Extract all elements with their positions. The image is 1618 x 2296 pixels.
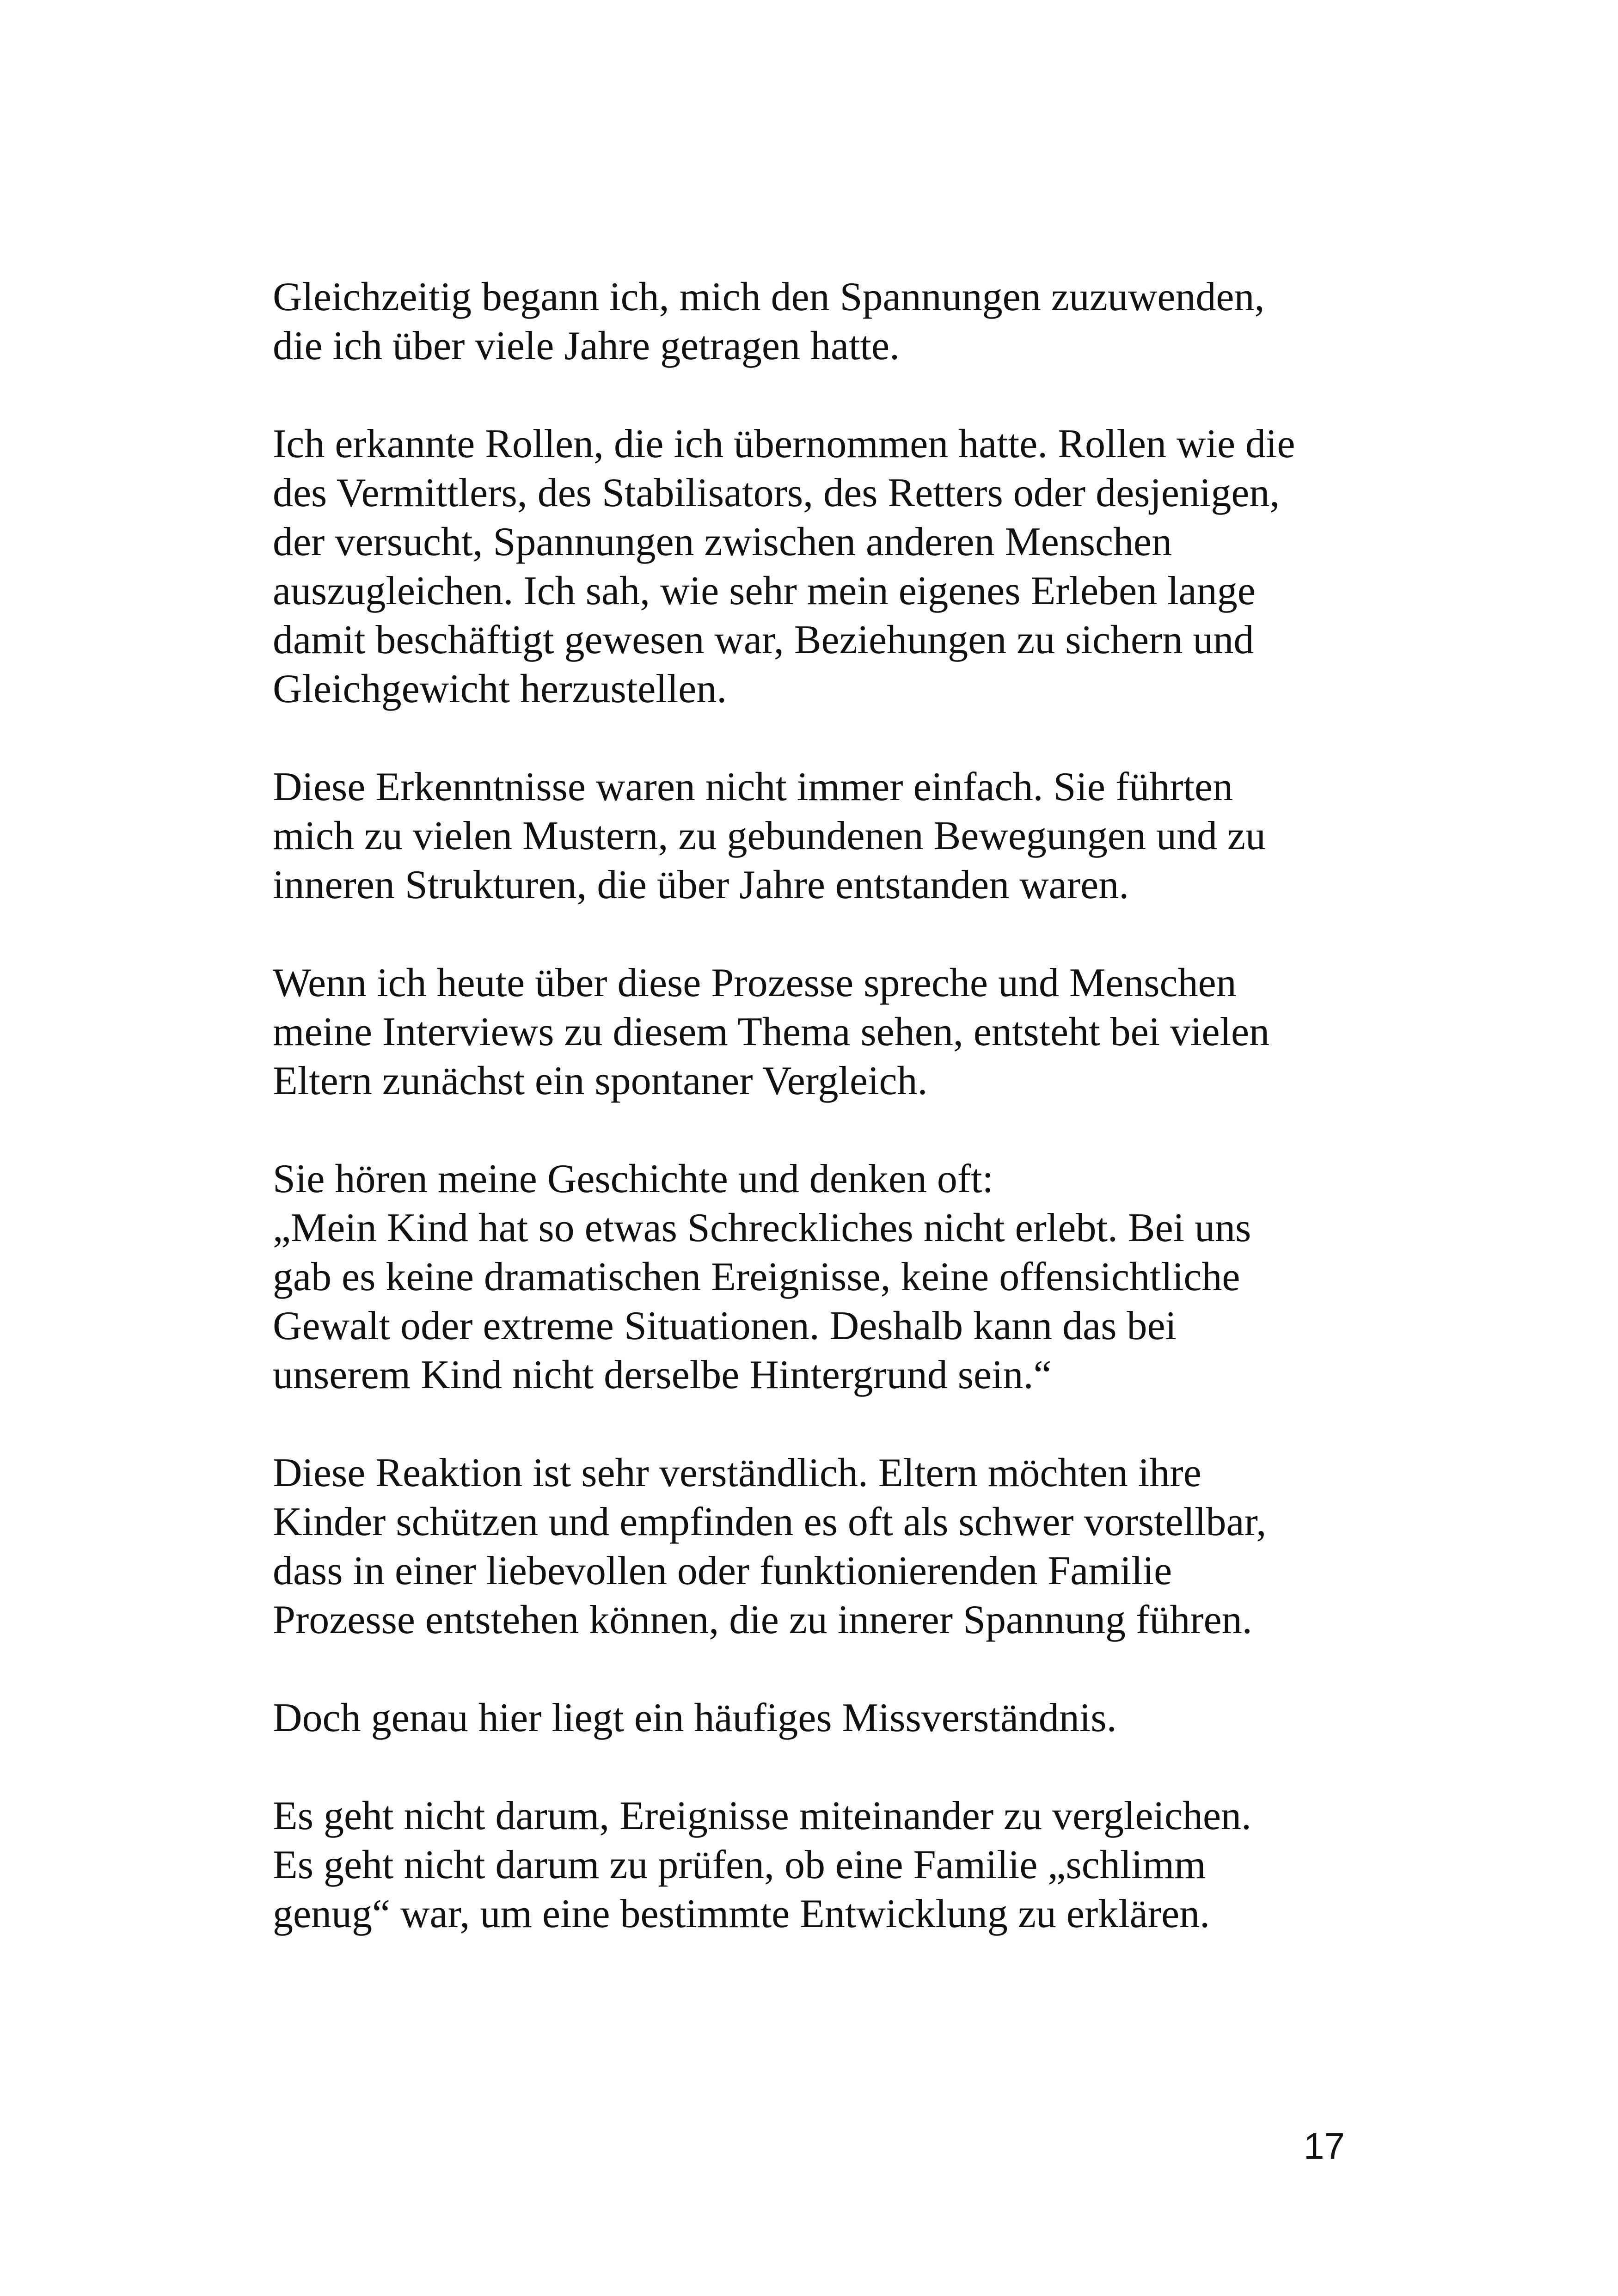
- text-line: meine Interviews zu diesem Thema sehen, entsteht bei vielen: [273, 1010, 1270, 1054]
- text-line: die ich über viele Jahre getragen hatte.: [273, 324, 900, 368]
- text-line: damit beschäftigt gewesen war, Beziehungen zu sichern und: [273, 618, 1254, 662]
- paragraph-4: [273, 959, 1382, 1106]
- paragraph-5: [273, 1155, 1382, 1400]
- text-line: Es geht nicht darum, Ereignisse miteinander zu vergleichen.: [273, 1794, 1252, 1838]
- text-line: Gewalt oder extreme Situationen. Deshalb kann das bei: [273, 1304, 1177, 1348]
- text-line: Sie hören meine Geschichte und denken oft:: [273, 1157, 994, 1201]
- text-line: der versucht, Spannungen zwischen anderen Menschen: [273, 520, 1172, 564]
- text-line: Eltern zunächst ein spontaner Vergleich.: [273, 1059, 928, 1103]
- text-line: Gleichzeitig begann ich, mich den Spannungen zuzuwenden,: [273, 275, 1265, 319]
- body-text: [273, 273, 1382, 1988]
- paragraph-8: [273, 1792, 1382, 1939]
- page-number: 17: [1304, 2125, 1345, 2167]
- text-line: inneren Strukturen, die über Jahre entstanden waren.: [273, 863, 1129, 907]
- paragraph-2: [273, 420, 1382, 714]
- text-line: Wenn ich heute über diese Prozesse spreche und Menschen: [273, 961, 1237, 1005]
- paragraph-1: [273, 273, 1382, 371]
- text-line: Ich erkannte Rollen, die ich übernommen hatte. Rollen wie die: [273, 422, 1295, 466]
- text-line: Kinder schützen und empfinden es oft als schwer vorstellbar,: [273, 1500, 1267, 1544]
- text-line: Diese Erkenntnisse waren nicht immer einfach. Sie führten: [273, 765, 1233, 809]
- text-line: unserem Kind nicht derselbe Hintergrund sein.“: [273, 1353, 1052, 1397]
- text-line: „Mein Kind hat so etwas Schreckliches nicht erlebt. Bei uns: [273, 1206, 1251, 1250]
- text-line: Diese Reaktion ist sehr verständlich. Eltern möchten ihre: [273, 1451, 1201, 1495]
- text-line: dass in einer liebevollen oder funktionierenden Familie: [273, 1549, 1172, 1593]
- text-line: genug“ war, um eine bestimmte Entwicklung zu erklären.: [273, 1892, 1210, 1936]
- paragraph-6: [273, 1449, 1382, 1645]
- text-line: auszugleichen. Ich sah, wie sehr mein eigenes Erleben lange: [273, 569, 1256, 613]
- text-line: gab es keine dramatischen Ereignisse, keine offensichtliche: [273, 1255, 1240, 1299]
- text-line: des Vermittlers, des Stabilisators, des Retters oder desjenigen,: [273, 471, 1280, 515]
- text-line: Es geht nicht darum zu prüfen, ob eine Familie „schlimm: [273, 1843, 1206, 1887]
- text-line: mich zu vielen Mustern, zu gebundenen Bewegungen und zu: [273, 814, 1266, 858]
- text-line: Gleichgewicht herzustellen.: [273, 667, 727, 711]
- paragraph-7: [273, 1694, 1382, 1743]
- text-line: Prozesse entstehen können, die zu innerer Spannung führen.: [273, 1598, 1252, 1642]
- text-line: Doch genau hier liegt ein häufiges Missverständnis.: [273, 1696, 1117, 1740]
- paragraph-3: [273, 763, 1382, 910]
